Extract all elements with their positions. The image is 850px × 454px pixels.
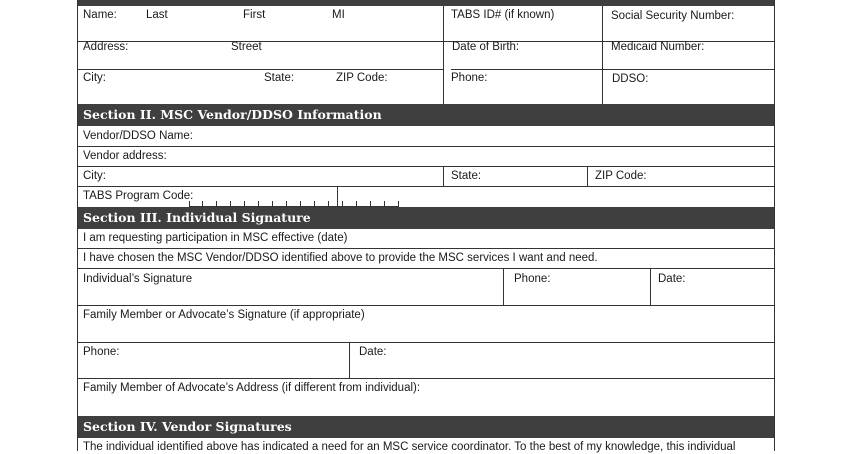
medicaid-field[interactable] xyxy=(603,42,775,70)
vendor-state-label: State: xyxy=(451,170,482,182)
vendor-address-label: Vendor address: xyxy=(83,150,167,162)
vendor-city-label: City: xyxy=(83,170,106,182)
family-phone-field[interactable] xyxy=(77,343,349,378)
section-3-header xyxy=(77,207,775,229)
middle-initial-label: MI xyxy=(332,9,345,21)
city-state-zip-field[interactable] xyxy=(77,70,443,104)
name-label: Name: xyxy=(83,9,117,21)
state-label: State: xyxy=(264,72,295,84)
vendor-address-field[interactable] xyxy=(77,147,775,166)
ssn-label: Social Security Number: xyxy=(611,10,735,22)
vendor-city-field[interactable] xyxy=(77,167,443,186)
individual-phone-label: Phone: xyxy=(514,273,551,285)
phone-label: Phone: xyxy=(451,72,488,84)
divider-tabs-program xyxy=(337,186,338,207)
msc-enrollment-form xyxy=(77,0,775,451)
family-signature-label: Family Member or Advocate’s Signature (if appropriate) xyxy=(83,309,365,321)
ddso-field[interactable] xyxy=(603,70,775,104)
section-4-header xyxy=(77,416,775,438)
city-label: City: xyxy=(83,72,106,84)
dob-field[interactable] xyxy=(444,42,602,70)
tabs-program-code-label: TABS Program Code: xyxy=(83,190,194,202)
vendor-name-field[interactable] xyxy=(77,126,775,146)
ssn-field[interactable] xyxy=(603,6,775,41)
section-2-header xyxy=(77,104,775,126)
family-phone-label: Phone: xyxy=(83,346,120,358)
zip-label: ZIP Code: xyxy=(336,72,388,84)
individual-signature-label: Individual’s Signature xyxy=(83,273,193,285)
address-field[interactable] xyxy=(77,42,443,70)
participation-date-field[interactable] xyxy=(77,229,775,248)
request-participation-label: I am requesting participation in MSC effective (date) xyxy=(83,232,348,244)
form-left-border xyxy=(77,0,78,451)
vendor-statement-text: The individual identified above has indicated a need for an MSC service coordinator. To the best of my knowledge, this individual xyxy=(83,441,736,453)
family-date-field[interactable] xyxy=(350,343,775,378)
vendor-name-label: Vendor/DDSO Name: xyxy=(83,130,193,142)
form-right-border xyxy=(774,0,775,451)
dob-mask xyxy=(447,35,597,40)
phone-field[interactable] xyxy=(444,70,602,104)
family-date-label: Date: xyxy=(359,346,387,358)
street-label: Street xyxy=(231,41,262,53)
individual-signature-field[interactable] xyxy=(77,269,503,305)
family-signature-field[interactable] xyxy=(77,306,775,342)
vendor-zip-field[interactable] xyxy=(588,167,775,186)
row-divider-6 xyxy=(77,248,775,249)
first-name-label: First xyxy=(243,9,266,21)
chosen-vendor-statement: I have chosen the MSC Vendor/DDSO identified above to provide the MSC services I want and need. xyxy=(83,252,598,264)
individual-date-label: Date: xyxy=(658,273,686,285)
family-address-field[interactable] xyxy=(77,379,775,416)
family-address-label: Family Member of Advocate’s Address (if different from individual): xyxy=(83,382,421,394)
medicaid-label: Medicaid Number: xyxy=(611,41,705,53)
section-2-title: Section II. MSC Vendor/DDSO Information xyxy=(83,107,382,122)
vendor-zip-label: ZIP Code: xyxy=(595,170,647,182)
ddso-label: DDSO: xyxy=(612,73,649,85)
row-divider-5 xyxy=(77,186,775,187)
address-label: Address: xyxy=(83,41,129,53)
name-field[interactable] xyxy=(77,6,443,41)
vendor-state-field[interactable] xyxy=(444,167,587,186)
individual-phone-field[interactable] xyxy=(504,269,650,305)
dob-label: Date of Birth: xyxy=(452,41,520,53)
last-name-label: Last xyxy=(146,9,168,21)
section-3-title: Section III. Individual Signature xyxy=(83,210,311,225)
individual-date-field[interactable] xyxy=(651,269,775,305)
section-4-title: Section IV. Vendor Signatures xyxy=(83,419,292,434)
tabs-id-label: TABS ID# (if known) xyxy=(451,9,555,21)
